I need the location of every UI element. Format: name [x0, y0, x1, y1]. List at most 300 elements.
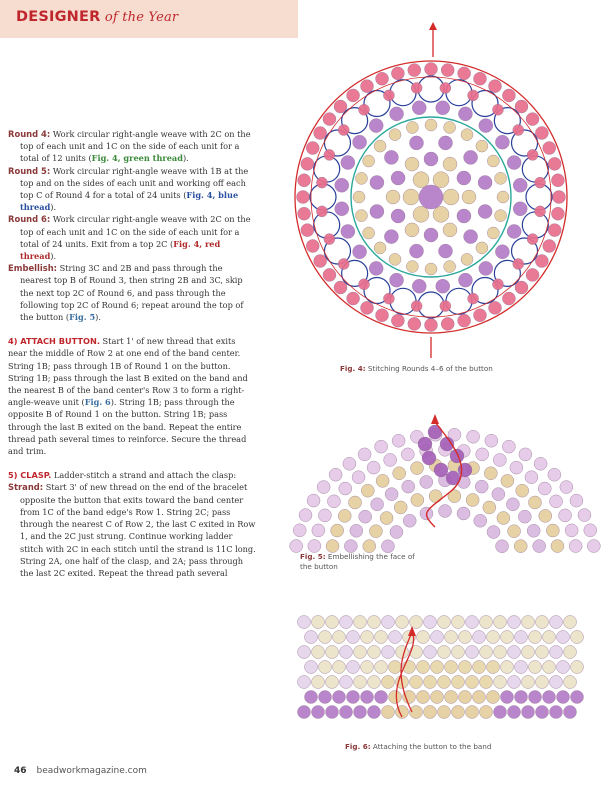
bead	[363, 227, 375, 239]
embellish-lead: Embellish:	[8, 263, 58, 274]
band-bead	[319, 661, 332, 674]
figure-6-diagram	[292, 612, 592, 742]
band-bead	[550, 676, 563, 689]
figure-5-label: Fig. 5:	[300, 552, 326, 561]
bead	[535, 206, 546, 217]
band-bead	[452, 646, 465, 659]
bead	[489, 80, 502, 93]
band-bead	[564, 706, 577, 719]
bead	[338, 125, 349, 136]
band-bead	[368, 706, 381, 719]
band-bead	[347, 631, 360, 644]
bead	[308, 540, 321, 553]
band-bead	[382, 616, 395, 629]
bead	[380, 512, 393, 525]
bead	[353, 191, 365, 203]
band-bead	[333, 691, 346, 704]
round-4-fig-ref: Fig. 4, green thread	[91, 153, 183, 164]
band-bead	[459, 661, 472, 674]
bead	[391, 67, 404, 80]
round-5-body: Work circular right-angle weave with 1B at the top and on the sides of each unit and working off each top C of Round 4 for a total of 24 units (	[20, 165, 249, 201]
bead	[390, 273, 404, 287]
bead	[425, 63, 438, 76]
figure-4-text: Stitching Rounds 4–6 of the button	[365, 364, 493, 373]
bead	[403, 514, 416, 527]
bead	[361, 80, 374, 93]
bead	[495, 135, 509, 149]
band-bead	[326, 706, 339, 719]
figure-4-diagram	[261, 22, 601, 362]
band-bead	[480, 646, 493, 659]
band-bead	[424, 646, 437, 659]
band-bead	[445, 661, 458, 674]
round-5-paragraph	[8, 165, 256, 214]
bead	[411, 301, 422, 312]
embellish-bead	[434, 463, 448, 477]
blue-thread-loop	[314, 156, 340, 182]
band-bead	[557, 661, 570, 674]
bead	[369, 119, 383, 133]
bead	[425, 319, 438, 332]
band-bead	[361, 691, 374, 704]
bead	[324, 234, 335, 245]
round-4-end: ).	[182, 153, 189, 164]
bead	[483, 501, 496, 514]
bead	[314, 127, 327, 140]
bead	[376, 309, 389, 322]
band-bead	[508, 616, 521, 629]
bead	[363, 540, 376, 553]
bead	[327, 495, 340, 508]
band-bead	[396, 616, 409, 629]
bead	[487, 526, 500, 539]
bead	[584, 524, 597, 537]
band-bead	[312, 676, 325, 689]
bead	[433, 172, 449, 188]
bead	[527, 234, 538, 245]
band-bead	[410, 676, 423, 689]
arrow-head-icon	[431, 414, 439, 424]
bead	[374, 140, 386, 152]
bead	[306, 239, 319, 252]
bead	[361, 484, 374, 497]
bead	[390, 107, 404, 121]
bead	[383, 293, 394, 304]
bead	[538, 482, 551, 495]
blue-thread-loop	[390, 288, 416, 314]
bead	[478, 176, 492, 190]
bead	[376, 474, 389, 487]
round-6-lead: Round 6:	[8, 214, 51, 225]
bead	[406, 261, 418, 273]
bead	[502, 89, 515, 102]
band-bead	[354, 646, 367, 659]
bead	[424, 152, 438, 166]
bead	[551, 540, 564, 553]
bead	[492, 104, 503, 115]
bead	[384, 230, 398, 244]
bead	[461, 129, 473, 141]
bead	[525, 471, 538, 484]
bead	[367, 461, 380, 474]
bead	[492, 488, 505, 501]
bead	[560, 481, 573, 494]
band-bead	[550, 616, 563, 629]
band-bead	[487, 661, 500, 674]
clasp-body: Ladder-stitch a strand and attach the clasp:	[51, 470, 237, 481]
bead	[441, 64, 454, 77]
band-bead	[354, 706, 367, 719]
band-bead	[347, 691, 360, 704]
arrow-head-icon	[429, 22, 437, 30]
page-number: 46	[14, 766, 27, 776]
band-bead	[424, 676, 437, 689]
embellish-bead	[418, 437, 432, 451]
bead	[487, 227, 499, 239]
bead	[495, 172, 507, 184]
band-bead	[452, 616, 465, 629]
bead	[479, 119, 493, 133]
bead	[391, 171, 405, 185]
band-bead	[354, 616, 367, 629]
bead	[385, 488, 398, 501]
band-bead	[319, 631, 332, 644]
bead	[444, 121, 456, 133]
bead	[424, 228, 438, 242]
bead	[361, 301, 374, 314]
bead	[323, 268, 336, 281]
bead	[514, 540, 527, 553]
bead	[401, 448, 414, 461]
section-header	[0, 0, 298, 38]
band-bead	[571, 631, 584, 644]
bead	[553, 191, 566, 204]
band-bead	[445, 691, 458, 704]
bead	[384, 453, 397, 466]
band-bead	[529, 631, 542, 644]
embellish-paragraph	[8, 262, 256, 323]
bead	[307, 494, 320, 507]
band-bead	[543, 691, 556, 704]
bead	[548, 224, 561, 237]
bead	[551, 207, 564, 220]
bead	[535, 127, 548, 140]
band-bead	[389, 691, 402, 704]
bead	[411, 462, 424, 475]
band-bead	[312, 616, 325, 629]
bead	[493, 453, 506, 466]
bead	[392, 434, 405, 447]
bead	[533, 540, 546, 553]
red-thread-path	[396, 632, 413, 717]
bead	[326, 540, 339, 553]
bead	[550, 495, 563, 508]
band-bead	[417, 631, 430, 644]
bead	[507, 224, 521, 238]
band-bead	[431, 661, 444, 674]
attach-button-paragraph	[8, 335, 256, 457]
bead	[496, 540, 509, 553]
bead	[484, 467, 497, 480]
band-bead	[543, 661, 556, 674]
bead	[476, 140, 488, 152]
bead	[527, 149, 538, 160]
bead	[539, 509, 552, 522]
bead	[371, 498, 384, 511]
bead	[587, 540, 600, 553]
bead	[350, 524, 363, 537]
band-bead	[543, 631, 556, 644]
bead	[569, 540, 582, 553]
bead	[369, 261, 383, 275]
band-bead	[361, 661, 374, 674]
embellish-bead	[450, 449, 464, 463]
bead	[433, 206, 449, 222]
band-bead	[473, 631, 486, 644]
header-title	[16, 9, 178, 25]
band-bead	[487, 691, 500, 704]
bead	[408, 64, 421, 77]
band-bead	[459, 631, 472, 644]
bead	[444, 261, 456, 273]
bead	[374, 242, 386, 254]
band-bead	[536, 706, 549, 719]
bead	[516, 484, 529, 497]
bead	[386, 190, 400, 204]
band-bead	[536, 616, 549, 629]
bead	[474, 514, 487, 527]
band-bead	[550, 646, 563, 659]
bead	[510, 461, 523, 474]
bead	[436, 279, 450, 293]
bead	[324, 149, 335, 160]
bead	[358, 448, 371, 461]
bead	[513, 202, 527, 216]
bead	[318, 509, 331, 522]
bead	[425, 263, 437, 275]
blue-thread-loop	[522, 156, 548, 182]
band-bead	[368, 616, 381, 629]
bead	[406, 121, 418, 133]
bead	[412, 101, 426, 115]
bead	[312, 524, 325, 537]
band-bead	[452, 676, 465, 689]
bead	[473, 72, 486, 85]
band-bead	[340, 646, 353, 659]
band-bead	[515, 631, 528, 644]
bead	[402, 480, 415, 493]
band-bead	[305, 631, 318, 644]
bead	[461, 253, 473, 265]
bead	[410, 244, 424, 258]
bead	[497, 191, 509, 203]
page-footer	[14, 766, 147, 776]
bead	[370, 176, 384, 190]
bead	[339, 482, 352, 495]
bead	[548, 468, 561, 481]
bead	[543, 142, 556, 155]
bead	[353, 245, 367, 259]
band-bead	[571, 661, 584, 674]
bead	[443, 223, 457, 237]
bead	[578, 509, 591, 522]
bead	[306, 142, 319, 155]
embellish-bead	[458, 463, 472, 477]
band-bead	[522, 646, 535, 659]
bead	[299, 509, 312, 522]
bead	[508, 525, 521, 538]
band-bead	[550, 706, 563, 719]
round-6-fig-ref: Fig. 4, red thread	[20, 238, 221, 262]
bead	[413, 172, 429, 188]
figure-4-label: Fig. 4:	[340, 364, 366, 373]
bead	[464, 230, 478, 244]
bead	[458, 273, 472, 287]
bead	[359, 104, 370, 115]
bead	[331, 524, 344, 537]
bead	[425, 119, 437, 131]
band-bead	[466, 616, 479, 629]
figure-6-text: Attaching the button to the band	[370, 742, 492, 751]
band-bead	[410, 646, 423, 659]
bead	[381, 540, 394, 553]
band-bead	[501, 661, 514, 674]
bead	[518, 510, 531, 523]
bead	[301, 157, 314, 170]
band-bead	[410, 616, 423, 629]
band-bead	[424, 616, 437, 629]
bead	[341, 224, 355, 238]
bead	[389, 129, 401, 141]
center-bead	[419, 185, 443, 209]
bead	[334, 100, 347, 113]
bead	[458, 107, 472, 121]
strand-paragraph	[8, 481, 256, 579]
bead	[376, 72, 389, 85]
band-bead	[529, 661, 542, 674]
bead	[473, 309, 486, 322]
bead	[497, 512, 510, 525]
bead	[479, 261, 493, 275]
band-bead	[473, 661, 486, 674]
bead	[457, 507, 470, 520]
text-column	[8, 128, 256, 579]
bead	[375, 440, 388, 453]
band-bead	[494, 676, 507, 689]
band-bead	[445, 631, 458, 644]
band-bead	[536, 676, 549, 689]
attach-button-body: Start 1' of new thread that exits near the middle of Row 2 at one end of the band center. String 1B; pass through 1B of Round 1 on the button. String 1B; pass through the last B exited on the band and the nearest B of the band center's Row 3 to form a right-angle-weave unit (	[8, 336, 248, 408]
band-bead	[361, 631, 374, 644]
bead	[495, 245, 509, 259]
band-bead	[522, 706, 535, 719]
bead	[301, 224, 314, 237]
blue-thread-loop	[390, 80, 416, 106]
bead	[405, 223, 419, 237]
bead	[487, 155, 499, 167]
band-bead	[326, 646, 339, 659]
bead	[420, 475, 433, 488]
clasp-paragraph	[8, 469, 256, 481]
band-bead	[494, 646, 507, 659]
attach-button-fig-ref: Fig. 6	[84, 397, 111, 408]
bead	[515, 100, 528, 113]
bead	[349, 496, 362, 509]
band-bead	[354, 676, 367, 689]
figure-5-caption	[300, 552, 420, 571]
bead	[443, 157, 457, 171]
bead	[440, 82, 451, 93]
bead	[405, 157, 419, 171]
band-bead	[466, 646, 479, 659]
bead	[323, 113, 336, 126]
band-bead	[494, 706, 507, 719]
bead	[389, 253, 401, 265]
figure-4-caption	[340, 364, 493, 374]
blue-thread-loop	[446, 288, 472, 314]
bead	[458, 314, 471, 327]
bead	[478, 204, 492, 218]
bead	[293, 524, 306, 537]
bead	[343, 457, 356, 470]
band-bead	[382, 706, 395, 719]
round-6-paragraph	[8, 213, 256, 262]
band-bead	[417, 661, 430, 674]
bead	[565, 524, 578, 537]
bead	[441, 317, 454, 330]
round-4-paragraph	[8, 128, 256, 165]
bead	[519, 448, 532, 461]
band-bead	[438, 706, 451, 719]
band-bead	[501, 691, 514, 704]
band-bead	[431, 631, 444, 644]
bead	[528, 496, 541, 509]
band-bead	[298, 676, 311, 689]
bead	[408, 317, 421, 330]
bead	[526, 113, 539, 126]
bead	[438, 136, 452, 150]
band-bead	[494, 616, 507, 629]
band-bead	[480, 706, 493, 719]
band-bead	[508, 706, 521, 719]
bead	[458, 67, 471, 80]
bead	[468, 293, 479, 304]
bead	[485, 434, 498, 447]
bead	[410, 136, 424, 150]
bead	[535, 255, 548, 268]
bead	[383, 90, 394, 101]
bead	[369, 525, 382, 538]
bead	[440, 301, 451, 312]
bead	[341, 156, 355, 170]
band-bead	[382, 646, 395, 659]
band-bead	[347, 661, 360, 674]
bead	[457, 171, 471, 185]
bead	[317, 481, 330, 494]
blue-thread-loop	[314, 212, 340, 238]
round-4-lead: Round 4:	[8, 129, 51, 139]
attach-button-body-2: ). String 1B; pass through the opposite B of Round 1 on the button. String 1B; pass through the last B exited on the band. Repeat the entire thread path several times to reinforce. Secure the thread and trim.	[8, 397, 247, 457]
bead	[411, 82, 422, 93]
blue-thread-loop	[522, 212, 548, 238]
band-bead	[529, 691, 542, 704]
bead	[570, 494, 583, 507]
band-bead	[326, 676, 339, 689]
band-bead	[536, 646, 549, 659]
bead	[492, 279, 503, 290]
bead	[355, 172, 367, 184]
round-5-end: ).	[50, 202, 57, 213]
